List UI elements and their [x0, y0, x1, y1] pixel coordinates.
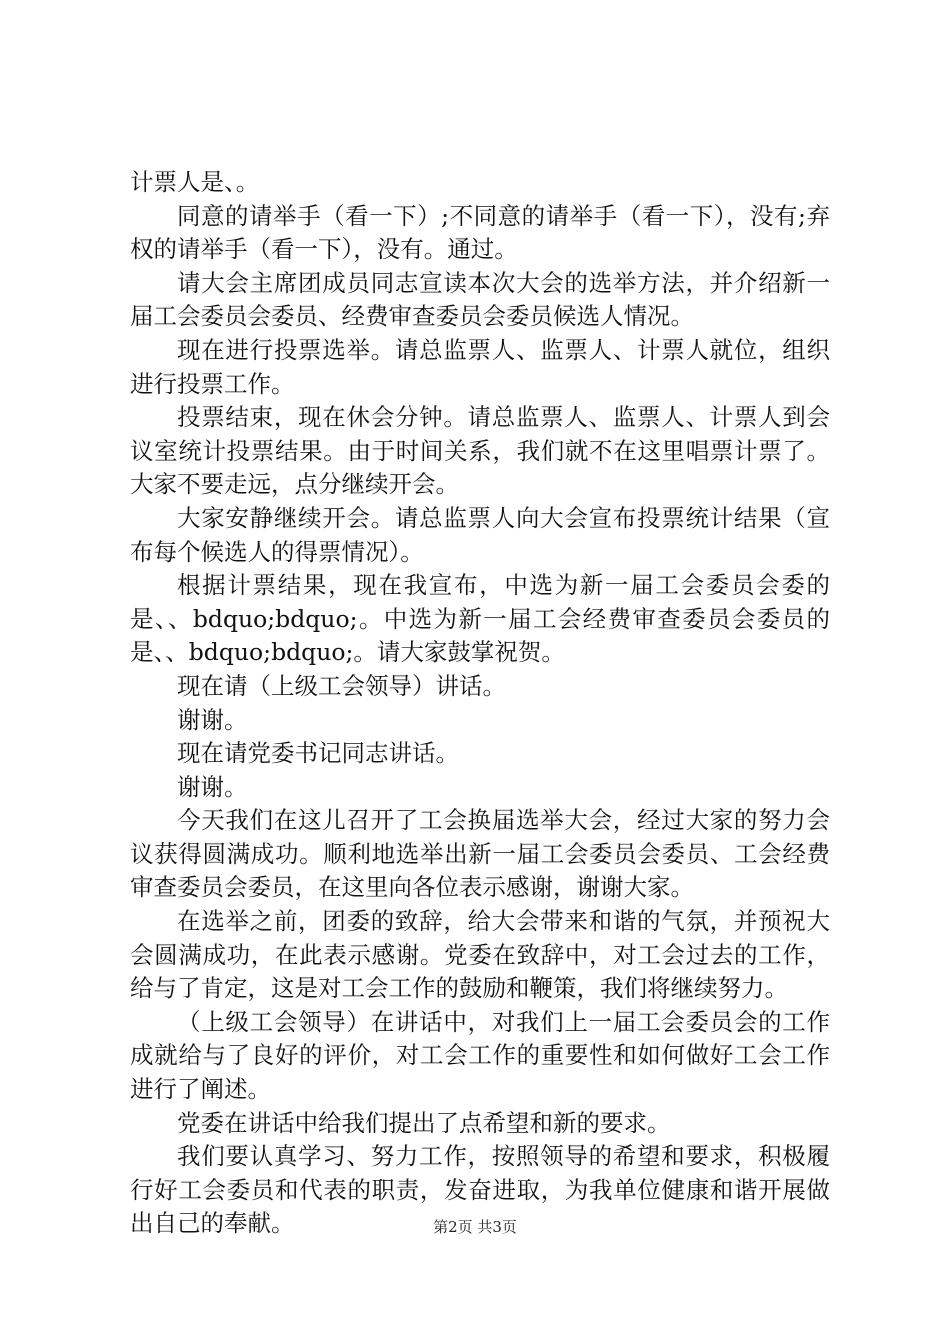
paragraph: 投票结束，现在休会分钟。请总监票人、监票人、计票人到会议室统计投票结果。由于时间关系，我们就不在这里唱票计票了。大家不要走远，点分继续开会。: [130, 403, 830, 499]
paragraph: 谢谢。: [177, 705, 248, 734]
paragraph: 同意的请举手（看一下）;不同意的请举手（看一下），没有;弃权的请举手（看一下），没有。通过。: [130, 201, 830, 264]
page-number-footer: 第2页 共3页: [433, 1218, 517, 1236]
paragraph: 我们要认真学习、努力工作，按照领导的希望和要求，积极履行好工会委员和代表的职责，发奋进取，为我单位健康和谐开展做出自己的奉献。: [130, 1142, 830, 1238]
paragraph: 请大会主席团成员同志宣读本次大会的选举方法，并介绍新一届工会委员会委员、经费审查委员会委员候选人情况。: [130, 268, 830, 331]
document-body: [130, 166, 830, 1241]
paragraph: 在选举之前，团委的致辞，给大会带来和谐的气氛，并预祝大会圆满成功，在此表示感谢。党委在致辞中，对工会过去的工作，给与了肯定，这是对工会工作的鼓励和鞭策，我们将继续努力。: [130, 907, 830, 1003]
paragraph: 现在请（上级工会领导）讲话。: [177, 671, 506, 700]
paragraph: （上级工会领导）在讲话中，对我们上一届工会委员会的工作成就给与了良好的评价，对工会工作的重要性和如何做好工会工作进行了阐述。: [130, 1007, 830, 1104]
paragraph: 大家安静继续开会。请总监票人向大会宣布投票统计结果（宣布每个候选人的得票情况）。: [130, 503, 830, 566]
paragraph: 根据计票结果，现在我宣布，中选为新一届工会委员会委的是、、bdquo;bdquo;。中选为新一届工会经费审查委员会委员的是、、bdquo;bdquo;。请大家鼓掌祝贺。: [130, 571, 830, 667]
paragraph: 谢谢。: [177, 772, 248, 801]
paragraph: 党委在讲话中给我们提出了点希望和新的要求。: [177, 1108, 671, 1137]
paragraph: 现在进行投票选举。请总监票人、监票人、计票人就位，组织进行投票工作。: [130, 335, 830, 398]
paragraph: 今天我们在这儿召开了工会换届选举大会，经过大家的努力会议获得圆满成功。顺利地选举出新一届工会委员会委员、工会经费审查委员会委员，在这里向各位表示感谢，谢谢大家。: [130, 806, 830, 902]
paragraph: 现在请党委书记同志讲话。: [177, 739, 459, 768]
paragraph: 计票人是、。: [130, 168, 260, 196]
